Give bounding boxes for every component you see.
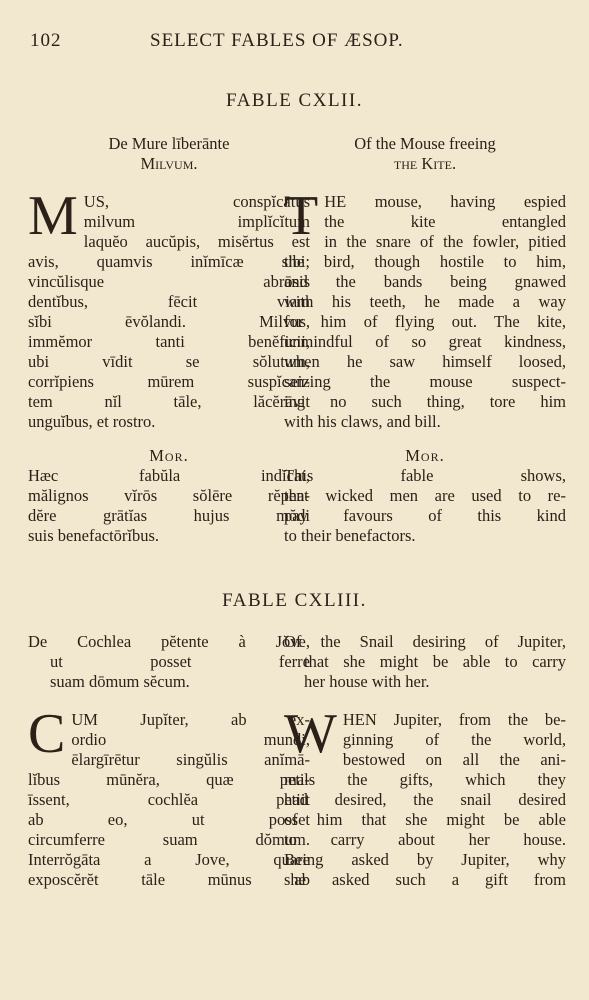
text-line: the kite entangled xyxy=(324,212,566,231)
fable-143-english-column xyxy=(284,632,566,890)
text-line: to carry about her house. xyxy=(284,830,566,849)
drop-capital: W xyxy=(284,703,337,765)
text-line: that wicked men are used to re- xyxy=(284,486,566,505)
text-line: corrĭpiens mūrem suspĭcan- xyxy=(28,372,310,391)
text-line: with his claws, and bill. xyxy=(284,412,441,431)
latin-heading xyxy=(28,632,310,692)
text-line: dentĭbus, fēcit viam xyxy=(28,292,310,311)
text-line: had desired, the snail desired xyxy=(284,790,566,809)
latin-body xyxy=(28,185,310,432)
fable-143-latin-column xyxy=(28,632,310,890)
text-line: US, conspĭcātus xyxy=(83,192,310,211)
text-line: HEN Jupiter, from the be- xyxy=(342,710,566,729)
moral-label: Mor. xyxy=(405,446,445,465)
latin-heading xyxy=(28,134,310,174)
text-line: ordio mundi, xyxy=(71,730,310,749)
english-heading xyxy=(284,134,566,174)
text-line: with his teeth, he made a way xyxy=(284,292,566,311)
text-line: Being asked by Jupiter, why xyxy=(284,850,566,869)
text-line: pay favours of this kind xyxy=(284,506,566,525)
text-line: seizing the mouse suspect- xyxy=(284,372,566,391)
text-line: mals the gifts, which they xyxy=(284,770,566,789)
drop-capital: C xyxy=(28,703,66,765)
heading-line: De Cochlea pĕtente à Jŏve, xyxy=(28,632,310,651)
text-line: dĕre grātĭas hujus mŏdi xyxy=(28,506,310,525)
text-line: milvum implĭcĭtum xyxy=(83,212,310,231)
heading-line: the Kite. xyxy=(393,154,457,173)
text-line: bestowed on all the ani- xyxy=(342,750,566,769)
text-line: ubi vīdit se sŏlutum, xyxy=(28,352,310,371)
fable-142-title: FABLE CXLII. xyxy=(226,90,363,111)
text-line: Interrŏgāta a Jove, quare xyxy=(28,850,310,869)
text-line: ēlargīrētur singŭlis anĭmā- xyxy=(71,750,310,769)
text-line: suis benefactōrĭbus. xyxy=(28,526,160,545)
heading-line: Of the Mouse freeing xyxy=(354,134,496,153)
heading-line: Milvum. xyxy=(140,154,198,173)
text-line: unmindful of so great kindness, xyxy=(284,332,566,351)
heading-line: her house with her. xyxy=(304,672,430,691)
heading-line: De Mure līberānte xyxy=(108,134,230,153)
text-line: circumferre suam dŏmum. xyxy=(28,830,310,849)
english-heading xyxy=(284,632,566,692)
text-line: immĕmor tanti benĕficii, xyxy=(28,332,310,351)
text-line: tem nĭl tāle, lăcĕrāvit xyxy=(28,392,310,411)
text-line: when he saw himself loosed, xyxy=(284,352,566,371)
text-line: exposcĕrĕt tāle mūnus ab xyxy=(28,870,310,889)
text-line: avis, quamvis inĭmīcæ sibi; xyxy=(28,252,310,271)
text-line: of him that she might be able xyxy=(284,810,566,829)
english-moral xyxy=(284,466,566,546)
heading-line: ut posset ferre xyxy=(50,652,310,671)
text-line: in the snare of the fowler, pitied xyxy=(324,232,566,251)
text-line: mălignos vĭrōs sŏlēre rĕpen- xyxy=(28,486,310,505)
drop-capital: M xyxy=(28,185,78,247)
fable-142-english-column xyxy=(284,134,566,546)
text-line: Hæc fabŭla indĭcat, xyxy=(28,466,310,485)
page-number: 102 xyxy=(30,30,62,51)
heading-line: suam dōmum sĕcum. xyxy=(50,672,190,691)
text-line: laquĕo aucŭpis, misĕrtus est xyxy=(83,232,310,251)
english-body xyxy=(284,703,566,890)
text-line: for him of flying out. The kite, xyxy=(284,312,566,331)
text-line: UM Jupĭter, ab ex- xyxy=(71,710,310,729)
text-line: unguĭbus, et rostro. xyxy=(28,412,156,431)
text-line: ginning of the world, xyxy=(342,730,566,749)
fable-142-latin-column xyxy=(28,134,310,546)
text-line: the bird, though hostile to him, xyxy=(284,252,566,271)
text-line: ab eo, ut posset xyxy=(28,810,310,829)
heading-line: Of the Snail desiring of Jupiter, xyxy=(284,632,566,651)
latin-body xyxy=(28,703,310,890)
fable-143-title: FABLE CXLIII. xyxy=(222,590,367,611)
text-line: HE mouse, having espied xyxy=(324,192,566,211)
text-line: sĭbi ēvŏlandi. Milvus, xyxy=(28,312,310,331)
text-line: īssent, cochlĕa petiit xyxy=(28,790,310,809)
latin-moral xyxy=(28,466,310,546)
english-body xyxy=(284,185,566,432)
text-line: ing no such thing, tore him xyxy=(284,392,566,411)
text-line: and the bands being gnawed xyxy=(284,272,566,291)
heading-line: that she might be able to carry xyxy=(304,652,566,671)
moral-label: Mor. xyxy=(149,446,189,465)
running-title: SELECT FABLES OF ÆSOP. xyxy=(150,30,404,51)
text-line: she asked such a gift from xyxy=(284,870,566,889)
text-line: lĭbus mūnĕra, quæ peti- xyxy=(28,770,310,789)
text-line: vincŭlisque abrōsis xyxy=(28,272,310,291)
text-line: This fable shows, xyxy=(284,466,566,485)
text-line: to their benefactors. xyxy=(284,526,416,545)
drop-capital: T xyxy=(284,185,319,247)
